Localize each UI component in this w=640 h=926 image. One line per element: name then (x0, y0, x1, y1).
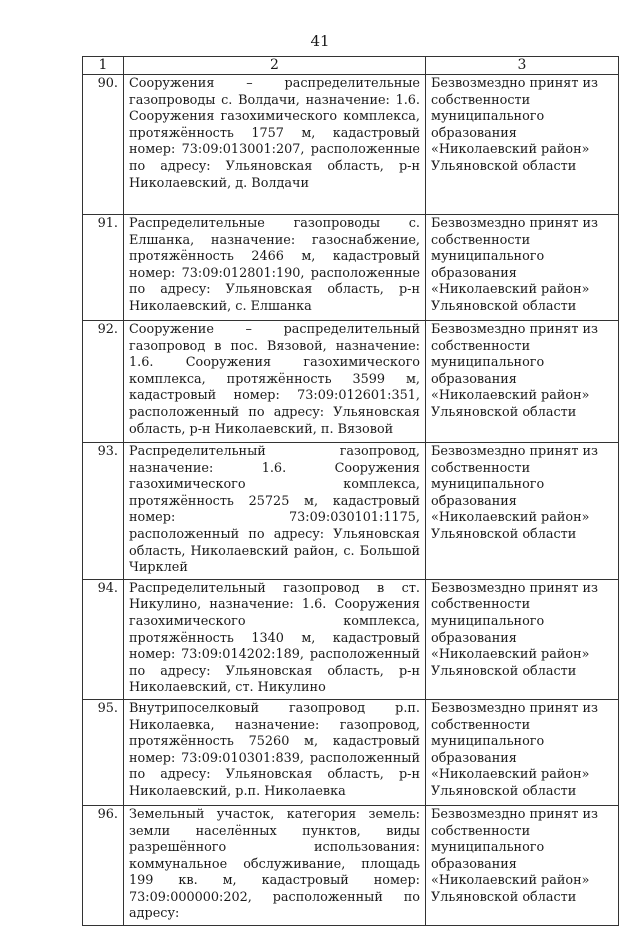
table-row (83, 699, 619, 805)
table-row (83, 75, 619, 215)
row-description: Земельный участок, категория земель: земли населённых пунктов, виды разрешённого использования: коммунальное обслуживание, площадь 199 кв. м, кадастровый номер: 73:09:000000:202, расположенный по адресу: (124, 805, 426, 925)
row-description: Внутрипоселковый газопровод р.п. Николаевка, назначение: газопровод, протяжённость 75260 м, кадастровый номер: 73:09:010301:839, расположенный по адресу: Ульяновская область, р-н Николаевский, р.п. Николаевка (124, 699, 426, 805)
row-description: Распределительный газопровод в ст. Никулино, назначение: 1.6. Сооружения газохимического комплекса, протяжённость 1340 м, кадастровый номер: 73:09:014202:189, расположенный по адресу: Ульяновская область, р-н Николаевский, ст. Никулино (124, 579, 426, 699)
column-header-description: 2 (124, 57, 426, 75)
row-description: Сооружения – распределительные газопроводы с. Волдачи, назначение: 1.6. Сооружения газохимического комплекса, протяжённость 1757 м, кадастровый номер: 73:09:013001:207, расположенные по адресу: Ульяновская область, р-н Николаевский, д. Волдачи (124, 75, 426, 215)
row-status: Безвозмездно принят из собственности муниципального образования «Николаевский район» Ульяновской области (426, 215, 619, 321)
table-row (83, 443, 619, 580)
row-status: Безвозмездно принят из собственности муниципального образования «Николаевский район» Ульяновской области (426, 805, 619, 925)
row-number: 92. (83, 321, 124, 443)
row-number: 91. (83, 215, 124, 321)
row-number: 96. (83, 805, 124, 925)
column-header-status: 3 (426, 57, 619, 75)
table-header-row (83, 57, 619, 75)
row-number: 95. (83, 699, 124, 805)
row-description: Распределительные газопроводы с. Елшанка, назначение: газоснабжение, протяжённость 2466 м, кадастровый номер: 73:09:012801:190, расположенные по адресу: Ульяновская область, р-н Николаевский, с. Елшанка (124, 215, 426, 321)
page-number: 41 (310, 32, 330, 50)
row-description: Распределительный газопровод, назначение: 1.6. Сооружения газохимического комплекса, протяжённость 25725 м, кадастровый номер: 73:09:030101:1175, расположенный по адресу: Ульяновская область, Николаевский район, с. Большой Чирклей (124, 443, 426, 580)
row-status: Безвозмездно принят из собственности муниципального образования «Николаевский район» Ульяновской области (426, 443, 619, 580)
row-status: Безвозмездно принят из собственности муниципального образования «Николаевский район» Ульяновской области (426, 699, 619, 805)
row-status: Безвозмездно принят из собственности муниципального образования «Николаевский район» Ульяновской области (426, 579, 619, 699)
table-row (83, 321, 619, 443)
column-header-number: 1 (83, 57, 124, 75)
row-number: 90. (83, 75, 124, 215)
row-status: Безвозмездно принят из собственности муниципального образования «Николаевский район» Ульяновской области (426, 321, 619, 443)
table-row (83, 579, 619, 699)
property-registry-table (82, 56, 619, 926)
row-number: 93. (83, 443, 124, 580)
row-description: Сооружение – распределительный газопровод в пос. Вязовой, назначение: 1.6. Сооружения газохимического комплекса, протяжённость 3599 м, кадастровый номер: 73:09:012601:351, расположенный по адресу: Ульяновская область, р-н Николаевский, п. Вязовой (124, 321, 426, 443)
table-row (83, 215, 619, 321)
row-number: 94. (83, 579, 124, 699)
table-row (83, 805, 619, 925)
row-status: Безвозмездно принят из собственности муниципального образования «Николаевский район» Ульяновской области (426, 75, 619, 215)
